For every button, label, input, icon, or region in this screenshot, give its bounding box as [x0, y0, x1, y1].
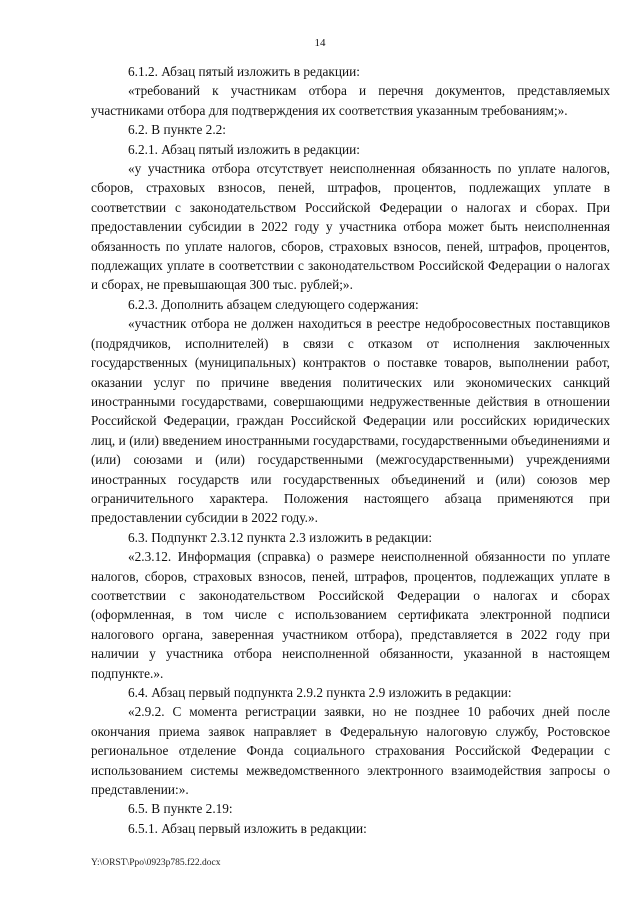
paragraph: «требований к участникам отбора и перечня документов, представляемых участниками отбора для подтверждения их соответствия указанным требованиям;». [91, 83, 610, 118]
paragraph: «участник отбора не должен находиться в реестре недобросовестных поставщиков (подрядчиков, исполнителей) в связи с отказом от исполнения заключенных государственных (муниципальных) контрактов о поставке товаров, выполнении работ, оказании услуг по причине введения политических или экономических санкций иностранными государствами, совершающими недружественные действия в отношении Российской Федерации, граждан Российской Федерации или российских юридических лиц, и (или) введением иностранными государствами, государственными объединениями и (или) союзами и (или) государственными (межгосударственными) учреждениями иностранных государств или государственных объединений и (или) союзов мер ограничительного характера. Положения настоящего абзаца применяются при предоставлении субсидии в 2022 году.». [91, 316, 610, 526]
paragraph: «у участника отбора отсутствует неисполненная обязанность по уплате налогов, сборов, страховых взносов, пеней, штрафов, процентов, подлежащих уплате в соответствии с законодательством Российской Федерации о налогах и сборах. При предоставлении субсидии в 2022 году у участника отбора может быть неисполненная обязанность по уплате налогов, сборов, страховых взносов, пеней, штрафов, процентов, подлежащих уплате в соответствии с законодательством Российской Федерации о налогах и сборах, не превышающая 300 тыс. рублей;». [91, 161, 610, 293]
paragraph: 6.4. Абзац первый подпункта 2.9.2 пункта 2.9 изложить в редакции: [128, 685, 512, 700]
paragraph: «2.9.2. С момента регистрации заявки, но не позднее 10 рабочих дней после окончания приема заявок направляет в Федеральную налоговую службу, Ростовское региональное отделение Фонда социального страхования Российской Федерации с использованием системы межведомственного электронного взаимодействия запросы о представлении:». [91, 704, 610, 798]
paragraph: 6.2.3. Дополнить абзацем следующего содержания: [128, 296, 419, 312]
paragraph: 6.1.2. Абзац пятый изложить в редакции: [128, 64, 360, 79]
paragraph: 6.2.1. Абзац пятый изложить в редакции: [128, 141, 360, 157]
page-number: 14 [314, 37, 326, 49]
paragraph: 6.3. Подпункт 2.3.12 пункта 2.3 изложить в редакции: [128, 529, 433, 545]
file-path-footer: Y:\ORST\Ppo\0923p785.f22.docx [91, 858, 221, 868]
paragraph: 6.5. В пункте 2.19: [128, 801, 233, 817]
paragraph: «2.3.12. Информация (справка) о размере неисполненной обязанности по уплате налогов, сборов, страховых взносов, пеней, штрафов, процентов, подлежащих уплате в соответствии с законодательством Российской Федерации о налогах и сборах (оформленная, в том числе с использованием сертификата электронной подписи налогового органа, заверенная участником отбора), представляется в 2022 году при наличии у участника отбора неисполненной обязанности, указанной в настоящем подпункте.». [91, 549, 610, 681]
paragraph: 6.5.1. Абзац первый изложить в редакции: [128, 820, 367, 836]
document-body [91, 62, 610, 838]
paragraph: 6.2. В пункте 2.2: [128, 122, 226, 138]
